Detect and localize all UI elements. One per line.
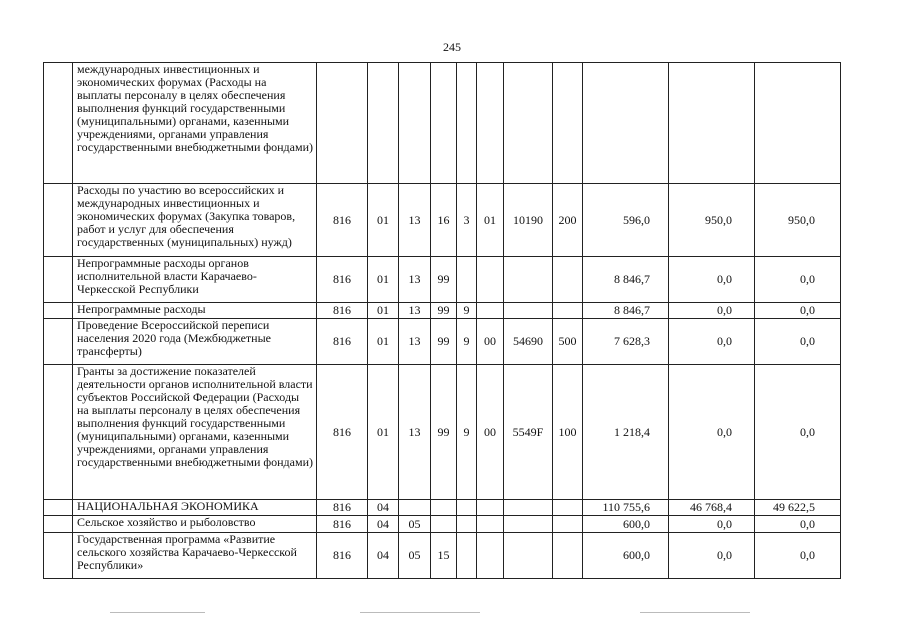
rz-cell: 04 — [368, 500, 399, 516]
pr-cell — [399, 63, 431, 184]
sum-2021-cell: 1 218,4 — [583, 365, 669, 500]
csr2-cell — [457, 516, 477, 533]
sum-2022-cell: 0,0 — [669, 257, 755, 303]
page-number: 245 — [443, 40, 461, 54]
csr4-cell — [504, 303, 553, 319]
csr3-cell: 01 — [477, 184, 504, 257]
grbs-cell — [317, 63, 368, 184]
table-row — [44, 319, 841, 365]
budget-table — [43, 62, 841, 579]
vr-cell: 500 — [553, 319, 583, 365]
grbs-cell: 816 — [317, 365, 368, 500]
blank-cell — [44, 533, 73, 579]
pr-cell: 13 — [399, 319, 431, 365]
sum-2022-cell: 46 768,4 — [669, 500, 755, 516]
csr4-cell: 10190 — [504, 184, 553, 257]
table-row — [44, 184, 841, 257]
blank-cell — [44, 319, 73, 365]
row-name: международных инвестиционных и экономических форумах (Расходы на выплаты персоналу в целях обеспечения выполнения функций государственными (муниципальными) органами, казенными учреждениями, органами управления государственными внебюджетными фондами) — [73, 63, 317, 184]
sum-2022-cell — [669, 63, 755, 184]
csr3-cell — [477, 63, 504, 184]
pr-cell: 13 — [399, 365, 431, 500]
rz-cell: 01 — [368, 303, 399, 319]
row-name: Государственная программа «Развитие сельского хозяйства Карачаево-Черкесской Республики» — [73, 533, 317, 579]
scan-mark-left — [110, 612, 205, 613]
csr4-cell — [504, 63, 553, 184]
blank-cell — [44, 500, 73, 516]
csr3-cell — [477, 303, 504, 319]
csr1-cell: 99 — [431, 319, 457, 365]
csr3-cell — [477, 516, 504, 533]
csr4-cell — [504, 533, 553, 579]
csr3-cell — [477, 533, 504, 579]
grbs-cell: 816 — [317, 303, 368, 319]
grbs-cell: 816 — [317, 319, 368, 365]
rz-cell: 04 — [368, 533, 399, 579]
sum-2021-cell — [583, 63, 669, 184]
csr4-cell — [504, 516, 553, 533]
sum-2021-cell: 110 755,6 — [583, 500, 669, 516]
csr3-cell: 00 — [477, 365, 504, 500]
vr-cell — [553, 63, 583, 184]
scan-mark-center — [360, 612, 480, 613]
table-row — [44, 257, 841, 303]
sum-2022-cell: 0,0 — [669, 303, 755, 319]
pr-cell: 05 — [399, 533, 431, 579]
row-name: Проведение Всероссийской переписи населения 2020 года (Межбюджетные трансферты) — [73, 319, 317, 365]
sum-2021-cell: 8 846,7 — [583, 303, 669, 319]
table-row — [44, 516, 841, 533]
csr2-cell — [457, 257, 477, 303]
sum-2023-cell: 0,0 — [755, 533, 841, 579]
row-name: Гранты за достижение показателей деятельности органов исполнительной власти субъектов Российской Федерации (Расходы на выплаты персоналу в целях обеспечения выполнения функций государственными (муниципальными) органами, казенными учреждениями, органами управления государственными внебюджетными фондами) — [73, 365, 317, 500]
row-name: НАЦИОНАЛЬНАЯ ЭКОНОМИКА — [73, 500, 317, 516]
sum-2023-cell: 0,0 — [755, 257, 841, 303]
vr-cell: 100 — [553, 365, 583, 500]
table-row — [44, 500, 841, 516]
csr3-cell: 00 — [477, 319, 504, 365]
pr-cell: 13 — [399, 257, 431, 303]
pr-cell — [399, 500, 431, 516]
csr2-cell: 9 — [457, 319, 477, 365]
sum-2023-cell: 0,0 — [755, 516, 841, 533]
grbs-cell: 816 — [317, 184, 368, 257]
csr4-cell — [504, 257, 553, 303]
csr3-cell — [477, 257, 504, 303]
sum-2023-cell: 950,0 — [755, 184, 841, 257]
sum-2021-cell: 600,0 — [583, 516, 669, 533]
row-name: Расходы по участию во всероссийских и международных инвестиционных и экономических форумах (Закупка товаров, работ и услуг для обеспечения государственных (муниципальных) нужд) — [73, 184, 317, 257]
blank-cell — [44, 184, 73, 257]
vr-cell: 200 — [553, 184, 583, 257]
pr-cell: 13 — [399, 303, 431, 319]
rz-cell: 01 — [368, 184, 399, 257]
vr-cell — [553, 533, 583, 579]
pr-cell: 13 — [399, 184, 431, 257]
vr-cell — [553, 257, 583, 303]
sum-2022-cell: 0,0 — [669, 533, 755, 579]
sum-2021-cell: 8 846,7 — [583, 257, 669, 303]
sum-2023-cell: 0,0 — [755, 365, 841, 500]
sum-2021-cell: 7 628,3 — [583, 319, 669, 365]
csr4-cell: 5549F — [504, 365, 553, 500]
csr1-cell — [431, 516, 457, 533]
grbs-cell: 816 — [317, 500, 368, 516]
scan-mark-right — [640, 612, 750, 613]
blank-cell — [44, 257, 73, 303]
sum-2022-cell: 0,0 — [669, 319, 755, 365]
csr2-cell: 3 — [457, 184, 477, 257]
sum-2023-cell — [755, 63, 841, 184]
blank-cell — [44, 63, 73, 184]
sum-2023-cell: 49 622,5 — [755, 500, 841, 516]
sum-2021-cell: 600,0 — [583, 533, 669, 579]
table-row — [44, 63, 841, 184]
csr2-cell: 9 — [457, 365, 477, 500]
rz-cell: 04 — [368, 516, 399, 533]
rz-cell — [368, 63, 399, 184]
table-row — [44, 533, 841, 579]
vr-cell — [553, 303, 583, 319]
csr2-cell — [457, 500, 477, 516]
csr1-cell — [431, 500, 457, 516]
table-row — [44, 365, 841, 500]
sum-2023-cell: 0,0 — [755, 303, 841, 319]
sum-2022-cell: 0,0 — [669, 365, 755, 500]
csr2-cell — [457, 63, 477, 184]
blank-cell — [44, 303, 73, 319]
grbs-cell: 816 — [317, 257, 368, 303]
sum-2022-cell: 950,0 — [669, 184, 755, 257]
vr-cell — [553, 500, 583, 516]
csr1-cell: 16 — [431, 184, 457, 257]
table-row — [44, 303, 841, 319]
csr4-cell: 54690 — [504, 319, 553, 365]
csr1-cell: 99 — [431, 303, 457, 319]
csr1-cell: 99 — [431, 257, 457, 303]
rz-cell: 01 — [368, 365, 399, 500]
row-name: Непрограммные расходы органов исполнительной власти Карачаево-Черкесской Республики — [73, 257, 317, 303]
csr1-cell: 15 — [431, 533, 457, 579]
sum-2021-cell: 596,0 — [583, 184, 669, 257]
csr4-cell — [504, 500, 553, 516]
pr-cell: 05 — [399, 516, 431, 533]
grbs-cell: 816 — [317, 516, 368, 533]
sum-2022-cell: 0,0 — [669, 516, 755, 533]
csr2-cell: 9 — [457, 303, 477, 319]
sum-2023-cell: 0,0 — [755, 319, 841, 365]
blank-cell — [44, 516, 73, 533]
csr2-cell — [457, 533, 477, 579]
csr3-cell — [477, 500, 504, 516]
csr1-cell — [431, 63, 457, 184]
row-name: Сельское хозяйство и рыболовство — [73, 516, 317, 533]
rz-cell: 01 — [368, 319, 399, 365]
grbs-cell: 816 — [317, 533, 368, 579]
rz-cell: 01 — [368, 257, 399, 303]
csr1-cell: 99 — [431, 365, 457, 500]
blank-cell — [44, 365, 73, 500]
row-name: Непрограммные расходы — [73, 303, 317, 319]
vr-cell — [553, 516, 583, 533]
